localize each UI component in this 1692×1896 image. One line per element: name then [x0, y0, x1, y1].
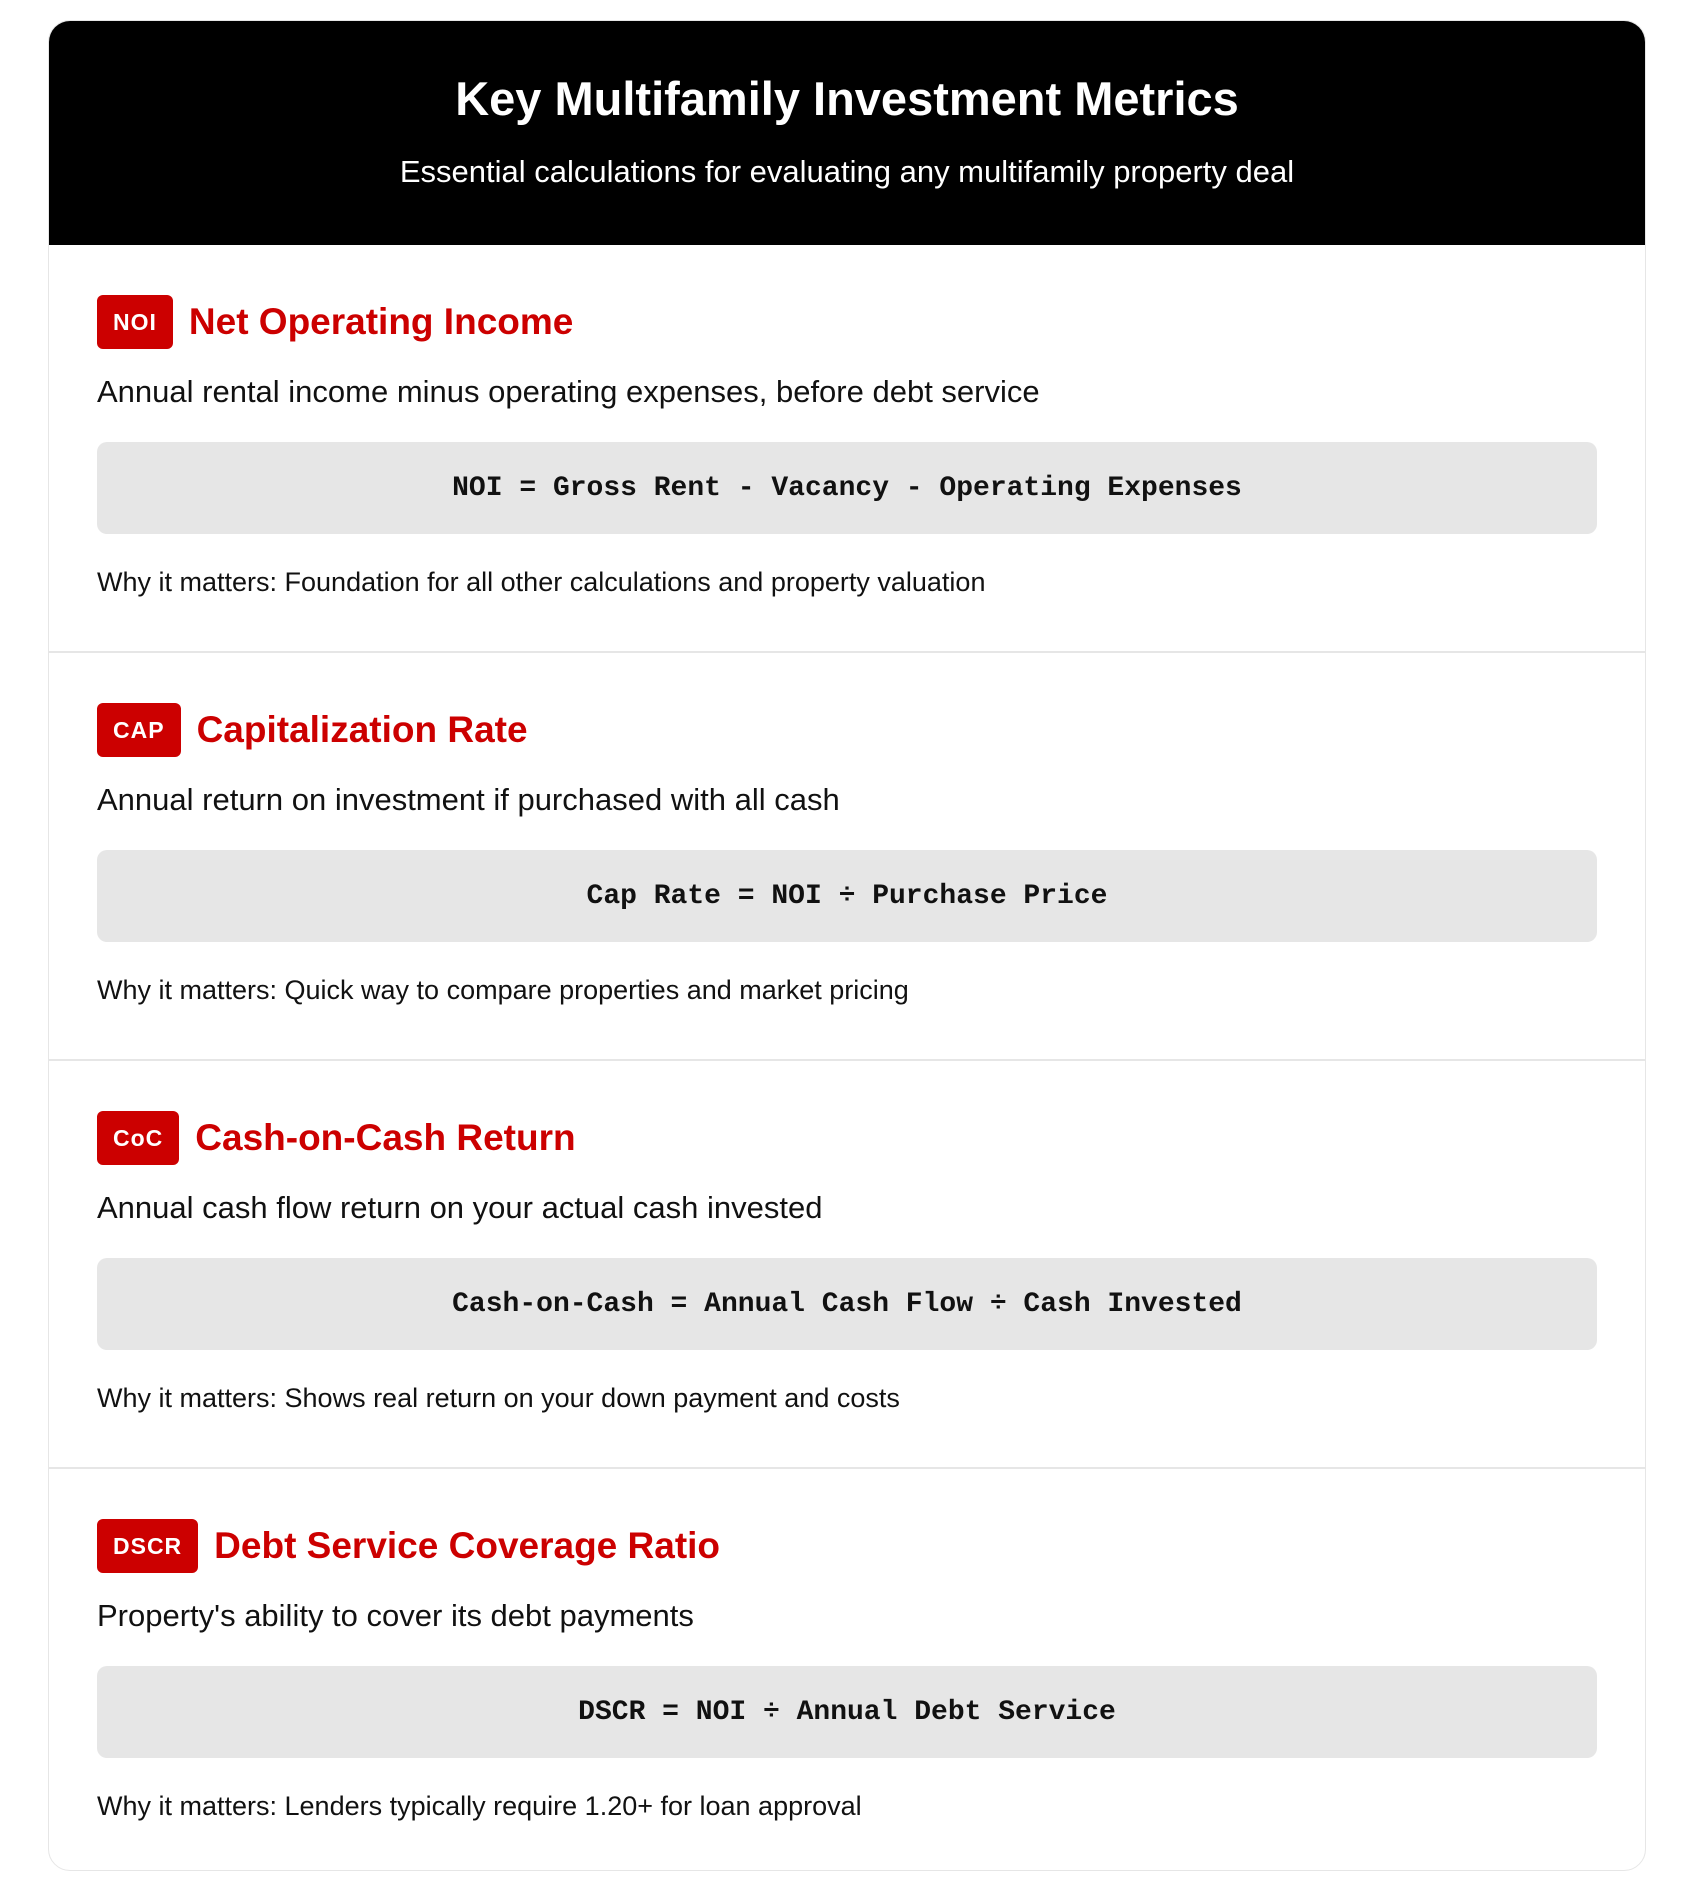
metric-section-cap: [49, 653, 1645, 1061]
page-subtitle: Essential calculations for evaluating any multifamily property deal: [399, 154, 1295, 190]
metric-badge: CoC: [97, 1111, 179, 1165]
metric-title: Capitalization Rate: [196, 709, 528, 750]
metric-title-row: [97, 1519, 1597, 1573]
metric-title: Debt Service Coverage Ratio: [214, 1525, 721, 1566]
metric-title-row: [97, 703, 1597, 757]
metric-why: Why it matters: Lenders typically require 1.20+ for loan approval: [97, 1791, 862, 1822]
metric-title: Cash-on-Cash Return: [195, 1117, 576, 1158]
metric-section-dscr: [49, 1469, 1645, 1871]
metric-why: Why it matters: Foundation for all other calculations and property valuation: [97, 567, 986, 598]
page-title: Key Multifamily Investment Metrics: [455, 72, 1239, 125]
metric-title: Net Operating Income: [188, 301, 574, 342]
metric-badge: CAP: [97, 703, 181, 757]
metric-badge: DSCR: [97, 1519, 198, 1573]
metric-badge: NOI: [97, 295, 173, 349]
page-header: [49, 21, 1645, 245]
metric-description: Annual cash flow return on your actual cash invested: [97, 1190, 823, 1225]
metric-section-coc: [49, 1061, 1645, 1469]
metric-description: Annual rental income minus operating expenses, before debt service: [97, 374, 1040, 409]
metric-title-row: [97, 295, 1597, 349]
metric-description: Property's ability to cover its debt payments: [97, 1598, 694, 1633]
metrics-card: [48, 20, 1646, 1871]
metric-why: Why it matters: Shows real return on your down payment and costs: [97, 1383, 900, 1414]
metric-section-noi: [49, 245, 1645, 653]
metric-formula: Cap Rate = NOI ÷ Purchase Price: [97, 850, 1597, 942]
metric-formula: DSCR = NOI ÷ Annual Debt Service: [97, 1666, 1597, 1758]
metric-formula: NOI = Gross Rent - Vacancy - Operating Expenses: [97, 442, 1597, 534]
metric-formula: Cash-on-Cash = Annual Cash Flow ÷ Cash Invested: [97, 1258, 1597, 1350]
metric-description: Annual return on investment if purchased with all cash: [97, 782, 840, 817]
metric-title-row: [97, 1111, 1597, 1165]
metric-why: Why it matters: Quick way to compare properties and market pricing: [97, 975, 909, 1006]
